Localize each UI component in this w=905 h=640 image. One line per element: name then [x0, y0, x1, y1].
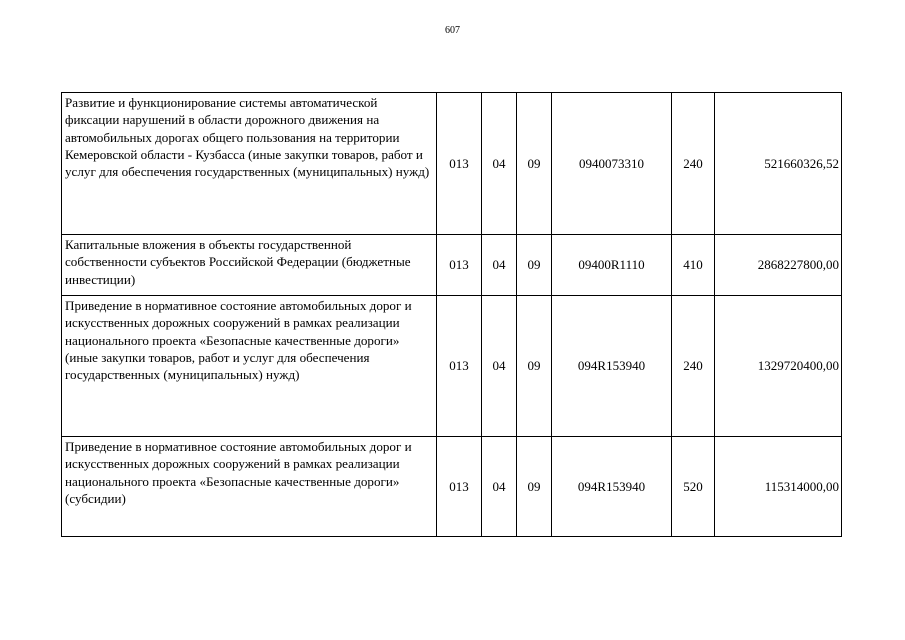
- table-row: [62, 93, 842, 235]
- target-article-code: 09400R1110: [552, 235, 672, 296]
- target-article-code: 094R153940: [552, 437, 672, 537]
- subsection-code: 09: [517, 437, 552, 537]
- section-code: 04: [482, 437, 517, 537]
- ministry-code: 013: [437, 296, 482, 437]
- section-code: 04: [482, 296, 517, 437]
- budget-table: [61, 92, 842, 537]
- ministry-code: 013: [437, 93, 482, 235]
- ministry-code: 013: [437, 437, 482, 537]
- row-description: Развитие и функционирование системы автоматической фиксации нарушений в области дорожного движения на автомобильных дорогах общего пользования на территории Кемеровской области - Кузбасса (иные закупки товаров, работ и услуг для обеспечения государственных (муниципальных) нужд): [62, 93, 437, 235]
- row-description: Капитальные вложения в объекты государственной собственности субъектов Российской Федерации (бюджетные инвестиции): [62, 235, 437, 296]
- section-code: 04: [482, 235, 517, 296]
- subsection-code: 09: [517, 93, 552, 235]
- expense-type-code: 240: [672, 296, 715, 437]
- table-row: [62, 235, 842, 296]
- expense-type-code: 410: [672, 235, 715, 296]
- amount-value: 521660326,52: [715, 93, 842, 235]
- target-article-code: 094R153940: [552, 296, 672, 437]
- table-row: [62, 296, 842, 437]
- amount-value: 2868227800,00: [715, 235, 842, 296]
- subsection-code: 09: [517, 296, 552, 437]
- ministry-code: 013: [437, 235, 482, 296]
- section-code: 04: [482, 93, 517, 235]
- row-description: Приведение в нормативное состояние автомобильных дорог и искусственных дорожных сооружений в рамках реализации национального проекта «Безопасные качественные дороги» (субсидии): [62, 437, 437, 537]
- subsection-code: 09: [517, 235, 552, 296]
- amount-value: 115314000,00: [715, 437, 842, 537]
- table-row: [62, 437, 842, 537]
- row-description: Приведение в нормативное состояние автомобильных дорог и искусственных дорожных сооружений в рамках реализации национального проекта «Безопасные качественные дороги» (иные закупки товаров, работ и услуг для обеспечения государственных (муниципальных) нужд): [62, 296, 437, 437]
- target-article-code: 0940073310: [552, 93, 672, 235]
- amount-value: 1329720400,00: [715, 296, 842, 437]
- expense-type-code: 240: [672, 93, 715, 235]
- page-number: 607: [445, 25, 460, 36]
- expense-type-code: 520: [672, 437, 715, 537]
